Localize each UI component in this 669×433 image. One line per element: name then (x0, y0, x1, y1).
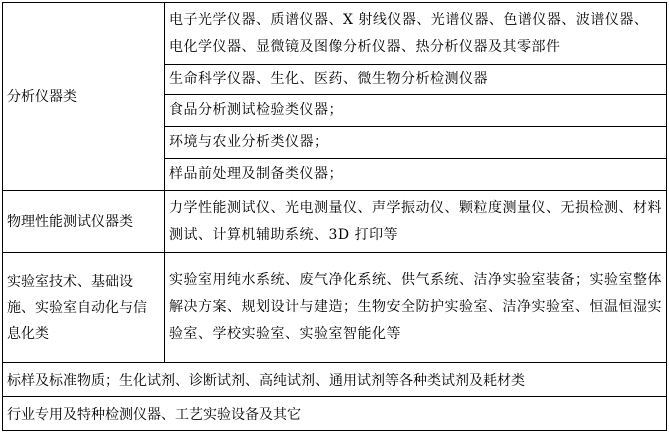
item-cell-environment-agriculture-instruments: 环境与农业分析类仪器； (165, 127, 667, 159)
table-row (3, 253, 667, 363)
full-row-special-instruments: 行业专用及特种检测仪器、工艺实验设备及其它 (3, 397, 667, 431)
category-cell-analytical-instruments: 分析仪器类 (3, 3, 165, 191)
category-cell-lab-infrastructure: 实验室技术、基础设施、实验室自动化与信息化类 (3, 253, 165, 363)
item-cell-lab-infrastructure-items: 实验室用纯水系统、废气净化系统、供气系统、洁净实验室装备；实验室整体解决方案、规划设计与建造；生物安全防护实验室、洁净实验室、恒温恒湿实验室、学校实验室、实验室智能化等 (165, 253, 667, 363)
table-row (3, 363, 667, 397)
full-row-reagents-consumables: 标样及标准物质；生化试剂、诊断试剂、高纯试剂、通用试剂等各种类试剂及耗材类 (3, 363, 667, 397)
item-cell-physical-testing-items: 力学性能测试仪、光电测量仪、声学振动仪、颗粒度测量仪、无损检测、材料测试、计算机辅助系统、3D 打印等 (165, 191, 667, 253)
product-category-table (2, 2, 667, 431)
item-cell-life-science-instruments: 生命科学仪器、生化、医药、微生物分析检测仪器 (165, 65, 667, 95)
category-cell-physical-testing-instruments: 物理性能测试仪器类 (3, 191, 165, 253)
item-cell-food-testing-instruments: 食品分析测试检验类仪器； (165, 95, 667, 127)
table-row (3, 191, 667, 253)
item-cell-optical-spectral-instruments: 电子光学仪器、质谱仪器、X 射线仪器、光谱仪器、色谱仪器、波谱仪器、电化学仪器、显微镜及图像分析仪器、热分析仪器及其零部件 (165, 3, 667, 65)
item-cell-sample-preparation-instruments: 样品前处理及制备类仪器； (165, 159, 667, 191)
table-row (3, 3, 667, 65)
table-row (3, 397, 667, 431)
